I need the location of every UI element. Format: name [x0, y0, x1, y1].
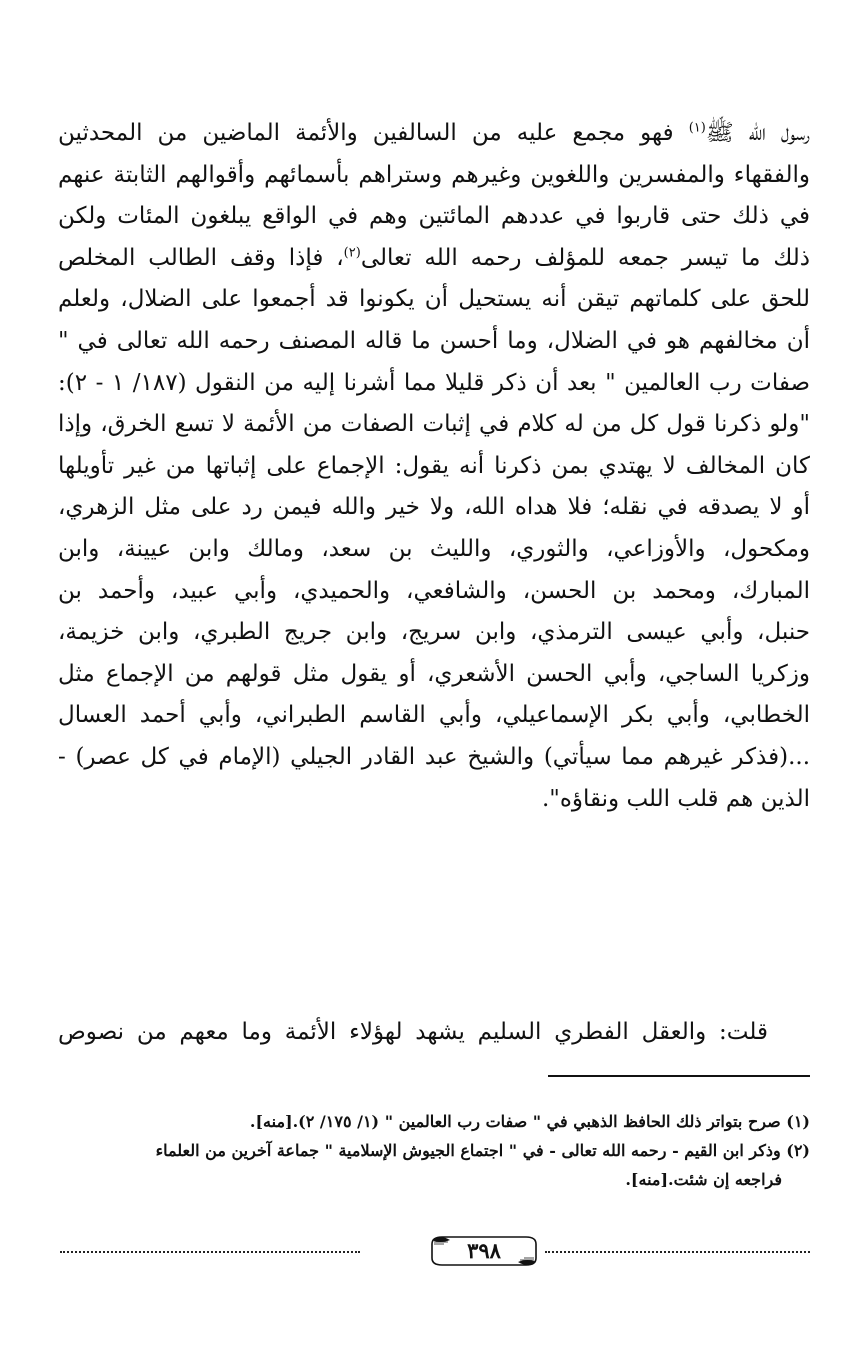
body-line-2: والفقهاء والمفسرين واللغوين وغيرهم وستراهم بأسمائهم وأقوالهم الثابتة عنهم: [58, 161, 810, 188]
page-number-frame: [428, 1234, 540, 1268]
body-line-12: المبارك، ومحمد بن الحسن، والشافعي، والحميدي، وأبي عبيد، وأحمد بن: [58, 577, 810, 604]
body-line-8: "ولو ذكرنا قول كل من له كلام في إثبات الصفات من الأئمة لا تسع الخرق، وإذا: [58, 411, 810, 438]
page-footer: [60, 1232, 810, 1272]
body-line-10: أو لا يصدقه في نقله؛ فلا هداه الله، ولا خير والله فيمن رد على مثل الزهري،: [58, 494, 810, 521]
footnote-ref-2[interactable]: (٢): [343, 245, 361, 261]
footnote-1: (١) صرح بتواتر ذلك الحافظ الذهبي في " صفات رب العالمين " (١/ ١٧٥/ ٢).[منه].: [249, 1112, 810, 1131]
footer-dotted-rule-left: [60, 1251, 360, 1253]
body-line-13: حنبل، وأبي عيسى الترمذي، وابن سريج، وابن جريج الطبري، وابن خزيمة،: [58, 619, 810, 646]
body-line-7: صفات رب العالمين " بعد أن ذكر قليلا مما أشرنا إليه من النقول (١٨٧/ ١ - ٢):: [58, 369, 811, 396]
footnote-2: (٢) وذكر ابن القيم - رحمه الله تعالى - في " اجتماع الجيوش الإسلامية " جماعة آخرين من العلماء: [155, 1141, 810, 1160]
footnote-ref-1[interactable]: (١): [688, 120, 706, 136]
footnotes: [58, 1107, 810, 1194]
page-number: ٣٩٨: [467, 1238, 501, 1263]
conclusion-paragraph: قلت: والعقل الفطري السليم يشهد لهؤلاء الأئمة وما معهم من نصوص: [58, 1019, 768, 1045]
body-line-4: ذلك ما تيسر جمعه للمؤلف رحمه الله تعالى$^{(٢)}$، فإذا وقف الطالب المخلص: [58, 244, 810, 271]
body-line-17: الذين هم قلب اللب ونقاؤه".: [541, 785, 810, 812]
body-line-6: أن مخالفهم هو في الضلال، وما أحسن ما قاله المصنف رحمه الله تعالى في ": [58, 327, 810, 354]
footnote-2-continuation: فراجعه إن شئت.[منه].: [625, 1170, 782, 1189]
footer-dotted-rule-right: [545, 1251, 810, 1253]
body-line-14: وزكريا الساجي، وأبي الحسن الأشعري، أو يقول مثل قولهم من الإجماع مثل: [58, 660, 810, 687]
body-line-9: كان المخالف لا يهتدي بمن ذكرنا أنه يقول: الإجماع على إثباتها من غير تأويلها: [58, 452, 810, 479]
body-line-11: ومكحول، والأوزاعي، والثوري، والليث بن سعد، ومالك وابن عيينة، وابن: [58, 535, 810, 562]
main-body-text: [58, 113, 810, 820]
body-line-15: الخطابي، وأبي بكر الإسماعيلي، وأبي القاسم الطبراني، وأبي أحمد العسال: [58, 702, 810, 729]
body-line-16: ...(فذكر غيرهم مما سيأتي) والشيخ عبد القادر الجيلي (الإمام في كل عصر) -: [58, 743, 810, 770]
body-line-3: في ذلك حتى قاربوا في عددهم المائتين وهم في الواقع يبلغون المئات ولكن: [58, 203, 810, 230]
body-line-5: للحق على كلماتهم تيقن أنه يستحيل أن يكونوا قد أجمعوا على الضلال، ولعلم: [58, 286, 810, 313]
footnote-separator: [548, 1075, 810, 1077]
body-line-1: رسول الله ﷺ$^{(١)}$ فهو مجمع عليه من السالفين والأئمة الماضين من المحدثين: [58, 120, 810, 146]
